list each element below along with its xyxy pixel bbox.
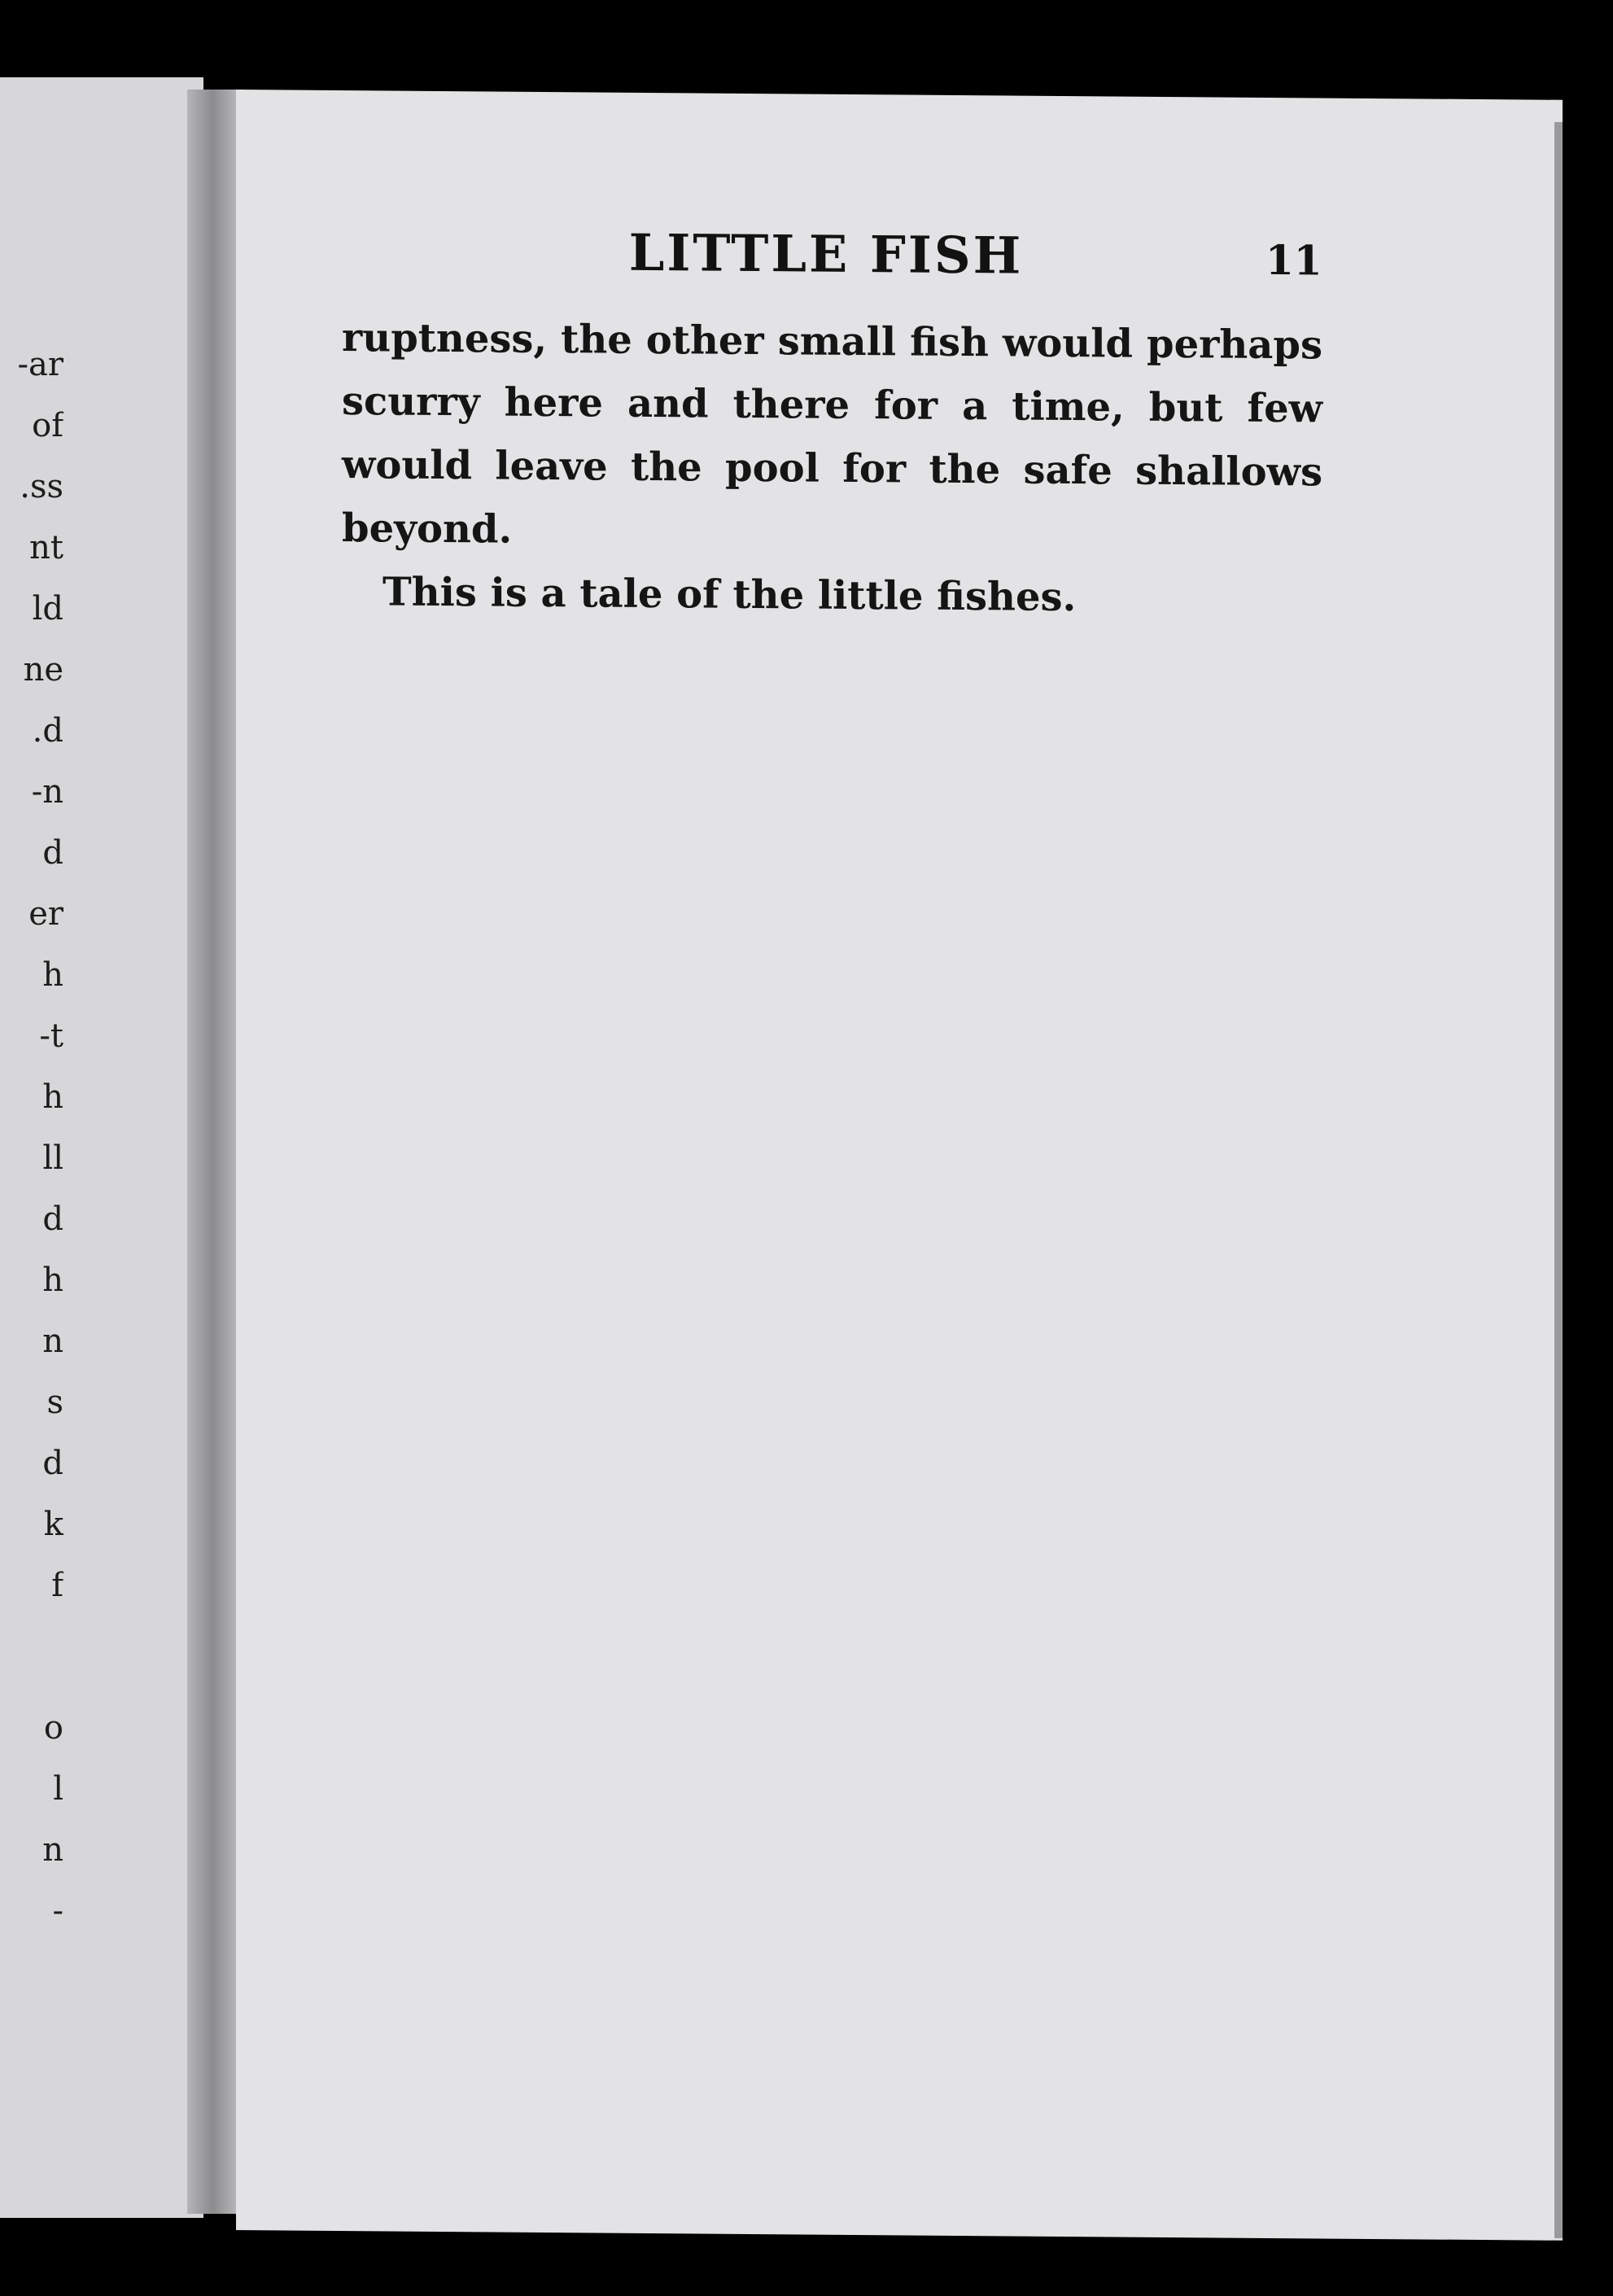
right-page [236, 90, 1563, 2241]
paragraph: ruptness, the other small fish would perhaps scurry here and there for a time, but few would leave the pool for the safe shallows beyond. [342, 315, 1322, 553]
left-line-fragment: d [42, 1200, 63, 1238]
left-line-fragment: k [43, 1506, 63, 1543]
left-line-fragment: f [51, 1567, 63, 1604]
page-edge [1554, 122, 1563, 2238]
left-line-fragment: ar- [17, 346, 63, 383]
left-line-fragment: h [42, 956, 63, 994]
left-line-fragment: ld [32, 590, 63, 628]
left-line-fragment: o [43, 1709, 63, 1747]
left-line-fragment: d [42, 1445, 63, 1482]
left-line-fragment: t- [39, 1017, 63, 1055]
left-line-fragment: h [42, 1262, 63, 1299]
body-text [342, 306, 1322, 631]
left-line-fragment: l [53, 1770, 63, 1808]
page-number: 11 [1265, 235, 1322, 285]
left-line-fragment: ss. [20, 468, 63, 505]
left-page [0, 77, 203, 2218]
page-title: LITTLE FISH [628, 222, 1024, 286]
left-line-fragment: ll [42, 1139, 63, 1177]
left-line-fragment: - [52, 1892, 63, 1930]
left-line-fragment: n [42, 1831, 63, 1869]
running-head [236, 220, 1563, 295]
left-line-fragment: d [42, 834, 63, 872]
left-line-fragment: n- [31, 773, 63, 811]
left-line-fragment: s [46, 1384, 63, 1421]
left-line-fragment: ne [23, 651, 63, 689]
left-line-fragment: nt [29, 529, 63, 566]
left-line-fragment: of [32, 407, 63, 444]
left-line-fragment: h [42, 1078, 63, 1116]
left-line-fragment: n [42, 1323, 63, 1360]
paragraph: This is a tale of the little fishes. [382, 569, 1077, 621]
left-line-fragment: er [28, 895, 63, 933]
left-line-fragment: d. [32, 712, 63, 750]
